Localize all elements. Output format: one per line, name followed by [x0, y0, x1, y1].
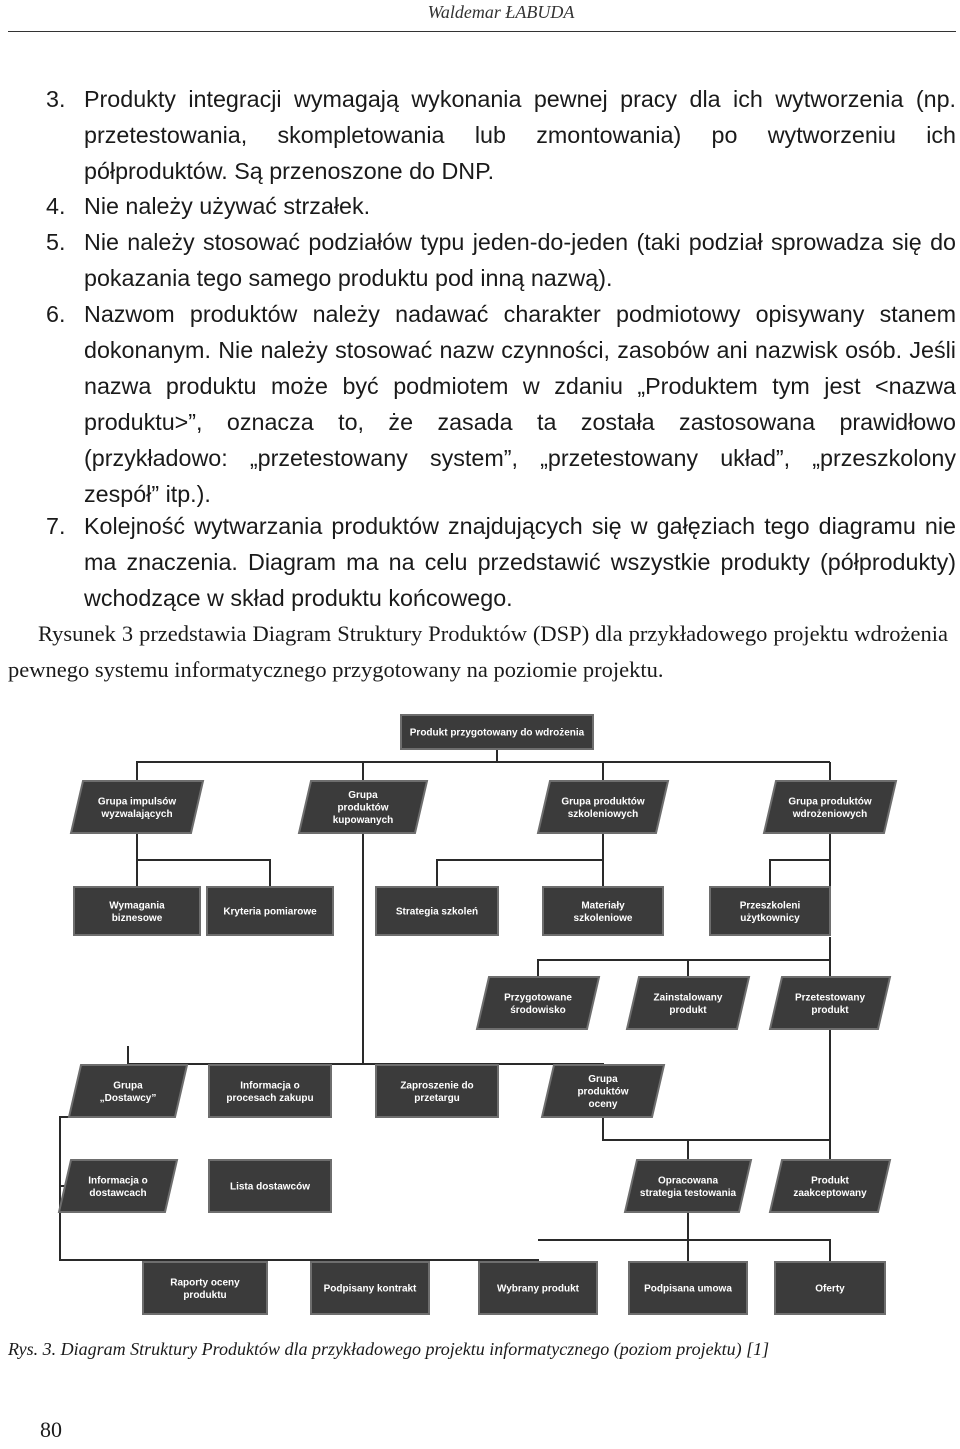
node-label: produktów: [337, 802, 389, 814]
node-label: środowisko: [510, 1004, 566, 1016]
node-label: wdrożeniowych: [792, 808, 868, 820]
node-label: Przeszkoleni: [739, 900, 801, 912]
list-item-number: 6.: [46, 301, 66, 327]
node-label: „Dostawcy”: [99, 1092, 157, 1104]
diagram-node: [71, 781, 203, 833]
list-item: [46, 188, 956, 224]
node-label: Grupa impulsów: [97, 796, 177, 808]
diagram-node: [775, 1262, 885, 1314]
list-item-text: Nie należy używać strzałek.: [84, 193, 371, 219]
list-item: [46, 224, 956, 296]
diagram-node: [627, 977, 749, 1029]
connector-line: [137, 749, 497, 781]
diagram-node: [770, 977, 890, 1029]
node-label: Raporty oceny: [170, 1277, 240, 1289]
node-label: Materiały: [581, 900, 625, 912]
node-label: Informacja o: [240, 1080, 300, 1092]
connector-line: [603, 1117, 830, 1140]
diagram-node: [299, 781, 427, 833]
connector-line: [137, 860, 270, 887]
connector-line: [538, 960, 830, 977]
node-label: produktów: [577, 1086, 629, 1098]
list-item: [46, 508, 956, 616]
list-item-text: Kolejność wytwarzania produktów znajdujących się w gałęziach tego diagramu nie ma znaczenia. Diagram ma na celu przedstawić wszystkie produkty (półprodukty) wchodzące w skład produktu końcowego.: [84, 513, 956, 611]
list-item-number: 3.: [46, 86, 66, 112]
list-item: [46, 81, 956, 189]
diagram-node: [543, 887, 663, 935]
node-label: Grupa produktów: [561, 796, 645, 808]
diagram-node: [625, 1160, 751, 1212]
diagram-root-node: [401, 715, 593, 749]
diagram-node: [74, 887, 200, 935]
node-label: Zaproszenie do: [400, 1080, 474, 1092]
node-label: wyzwalających: [101, 808, 173, 820]
node-label: strategia testowania: [639, 1187, 737, 1199]
diagram-node: [710, 887, 830, 935]
diagram-node: [764, 781, 896, 833]
node-label: Strategia szkoleń: [395, 906, 479, 918]
node-label: Podpisana umowa: [644, 1283, 732, 1295]
list-item-text: Produkty integracji wymagają wykonania pewnej pracy dla ich wytworzenia (np. przetestowania, skompletowania lub zmontowania) po wytworzeniu ich półproduktów. Są przenoszone do DNP.: [84, 86, 956, 184]
node-label: Wymagania: [109, 900, 165, 912]
node-label: Podpisany kontrakt: [323, 1283, 417, 1295]
node-label: przetargu: [414, 1092, 460, 1104]
node-label: zaakceptowany: [793, 1187, 867, 1199]
diagram-node: [209, 1065, 331, 1117]
node-label: szkoleniowych: [567, 808, 639, 820]
list-item-text: Nazwom produktów należy nadawać charakter podmiotowy opisywany stanem dokonanym. Nie należy stosować nazw czynności, zasobów ani nazwisk osób. Jeśli nazwa produktu może być podmiotem w zdaniu „Produktem tym jest <nazwa produktu>”, oznacza to, że zasada ta została zastosowana prawidłowo (przykładowo: „przetestowany system”, „przetestowany układ”, „przeszkolony zespół” itp.).: [84, 301, 956, 507]
node-label: dostawcach: [89, 1187, 147, 1199]
diagram-node: [479, 1262, 597, 1314]
node-label: Grupa: [348, 790, 378, 801]
list-item: [46, 296, 956, 512]
node-label: Grupa: [113, 1080, 143, 1092]
diagram-node: [376, 1065, 498, 1117]
body-paragraph: Rysunek 3 przedstawia Diagram Struktury Produktów (DSP) dla przykładowego projektu wdrożenia pewnego systemu informatycznego przygotowany na poziomie projektu.: [8, 621, 948, 682]
node-label: Produkt przygotowany do wdrożenia: [409, 727, 585, 739]
node-label: produktu: [183, 1289, 227, 1301]
node-label: Grupa produktów: [788, 796, 872, 808]
node-label: użytkownicy: [740, 912, 800, 924]
diagram-node: [629, 1262, 747, 1314]
node-label: szkoleniowe: [573, 912, 633, 924]
list-item-number: 5.: [46, 229, 66, 255]
list-item-number: 7.: [46, 513, 66, 539]
node-label: Informacja o: [88, 1175, 148, 1187]
node-label: Przetestowany: [794, 992, 866, 1004]
connector-line: [688, 1240, 830, 1262]
diagram-canvas: [0, 700, 960, 1340]
connector-line: [688, 1140, 830, 1160]
node-label: Lista dostawców: [229, 1181, 311, 1193]
diagram-node: [376, 887, 498, 935]
connector-line: [437, 860, 603, 887]
node-label: Opracowana: [657, 1175, 719, 1187]
list-item-text: Nie należy stosować podziałów typu jeden-do-jeden (taki podział sprowadza się do pokazania tego samego produktu pod inną nazwą).: [84, 229, 956, 291]
node-label: procesach zakupu: [226, 1092, 314, 1104]
node-label: Zainstalowany: [653, 992, 723, 1004]
page-number: 80: [40, 1417, 62, 1442]
node-label: Produkt: [811, 1175, 849, 1187]
header-author: Waldemar ŁABUDA: [427, 2, 575, 22]
diagram-node: [143, 1262, 267, 1314]
node-label: biznesowe: [111, 912, 163, 924]
diagram-node: [477, 977, 599, 1029]
header-rule: [8, 31, 956, 32]
running-header: [0, 0, 960, 36]
diagram-node: [770, 1160, 890, 1212]
node-label: produkt: [669, 1004, 707, 1016]
product-structure-diagram: [0, 700, 960, 1340]
diagram-node: [538, 781, 668, 833]
diagram-node: [209, 1160, 331, 1212]
figure-caption: Rys. 3. Diagram Struktury Produktów dla przykładowego projektu informatycznego (poziom projektu) [1]: [8, 1339, 770, 1359]
node-label: Oferty: [815, 1283, 845, 1295]
node-label: oceny: [588, 1099, 618, 1110]
node-label: Kryteria pomiarowe: [223, 906, 317, 918]
diagram-node: [542, 1065, 664, 1117]
node-label: produkt: [811, 1004, 849, 1016]
connector-line: [770, 860, 830, 887]
diagram-node: [311, 1262, 429, 1314]
connector-line: [128, 1046, 603, 1065]
diagram-node: [59, 1160, 177, 1212]
node-label: Przygotowane: [504, 992, 572, 1004]
list-item-number: 4.: [46, 193, 66, 219]
diagram-node: [69, 1065, 187, 1117]
node-label: Wybrany produkt: [496, 1283, 580, 1295]
node-label: Grupa: [588, 1074, 618, 1085]
diagram-node: [207, 887, 333, 935]
node-label: kupowanych: [332, 815, 394, 826]
